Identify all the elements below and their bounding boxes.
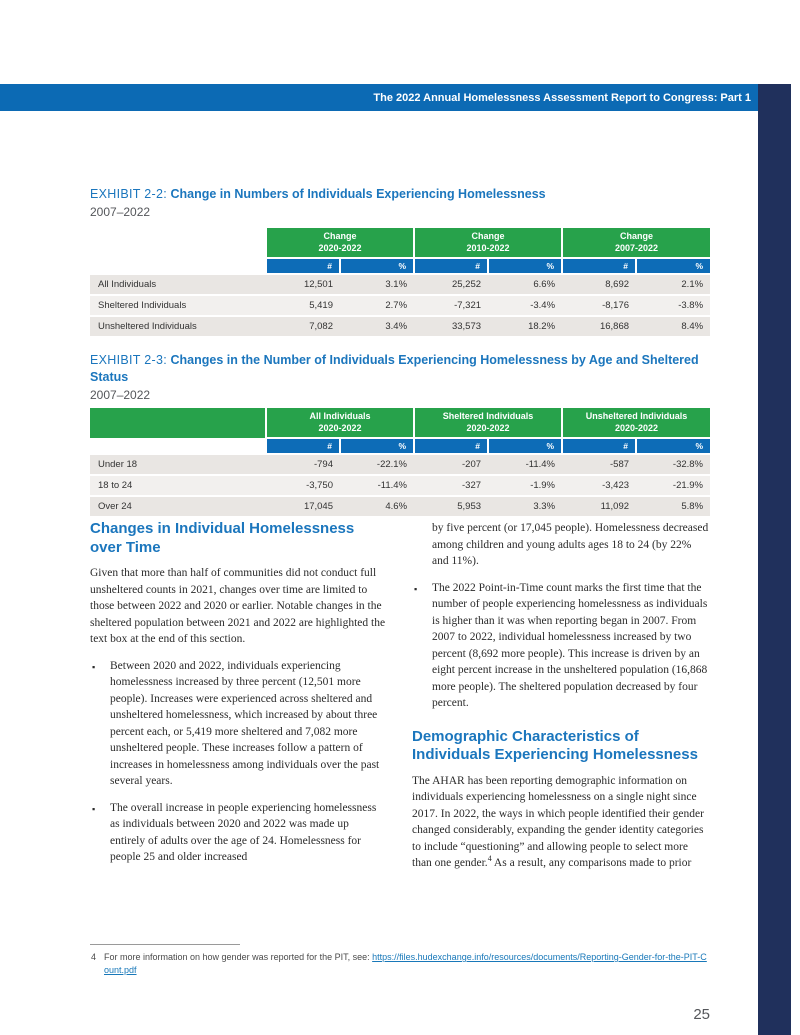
row-label: 18 to 24 — [90, 475, 266, 496]
value-cell: 2.1% — [636, 274, 710, 295]
col-group-header — [414, 408, 562, 438]
intro-paragraph: Given that more than half of communities did not conduct full unsheltered counts in 2021, changes over time are limited to those between 2022 and 2020 or earlier. Notable changes in the sheltered population between 2021 and 2022 are highlighted the text box at the end of this section. — [90, 567, 386, 645]
table-row — [90, 496, 710, 516]
value-cell: 3.1% — [340, 274, 414, 295]
exhibit-2-2-table — [90, 228, 710, 336]
table-row — [90, 475, 710, 496]
subheader-cell: # — [414, 258, 488, 274]
stub-subheader-cell — [90, 258, 266, 274]
value-cell: -587 — [562, 454, 636, 475]
footnote-divider — [90, 944, 240, 945]
value-cell: -3,423 — [562, 475, 636, 496]
group-title: Change — [323, 231, 357, 241]
value-cell: -794 — [266, 454, 340, 475]
col-group-header — [414, 228, 562, 258]
group-title: Change — [620, 231, 654, 241]
value-cell: 3.4% — [340, 316, 414, 336]
exhibit-2-3-label: EXHIBIT 2-3: — [90, 353, 168, 367]
col-group-header — [562, 228, 710, 258]
value-cell: 5.8% — [636, 496, 710, 516]
subheader-cell: % — [636, 438, 710, 454]
table-subheader-row — [90, 438, 710, 454]
value-cell: 16,868 — [562, 316, 636, 336]
subheader-cell: % — [488, 258, 562, 274]
value-cell: -1.9% — [488, 475, 562, 496]
table-subheader-row — [90, 258, 710, 274]
value-cell: -207 — [414, 454, 488, 475]
subheader-cell: % — [636, 258, 710, 274]
table-group-header-row — [90, 408, 710, 438]
report-header-title: The 2022 Annual Homelessness Assessment Report to Congress: Part 1 — [373, 91, 751, 104]
subheader-cell: # — [562, 438, 636, 454]
list-item — [90, 658, 386, 790]
footnote-body — [90, 951, 710, 977]
value-cell: 25,252 — [414, 274, 488, 295]
subheader-cell: % — [488, 438, 562, 454]
list-item — [90, 800, 386, 866]
page-number: 25 — [693, 1006, 710, 1023]
subheader-cell: % — [340, 258, 414, 274]
group-title: Change — [471, 231, 505, 241]
group-years: 2007-2022 — [615, 242, 659, 253]
group-years: 2010-2022 — [466, 242, 510, 253]
col-group-header — [562, 408, 710, 438]
value-cell: 18.2% — [488, 316, 562, 336]
value-cell: 12,501 — [266, 274, 340, 295]
value-cell: 7,082 — [266, 316, 340, 336]
bullet-text: Between 2020 and 2022, individuals experiencing homelessness increased by three percent (12,501 more people). Increases were experienced across sheltered and unsheltered homelessness, which increased by about three percent each, or 5,419 more sheltered and 7,082 more unsheltered people. These increases follow a pattern of increases in homelessness among individuals over the past several years. — [110, 659, 380, 787]
right-column — [412, 520, 710, 882]
group-title: Unsheltered Individuals — [585, 411, 688, 421]
value-cell: -11.4% — [488, 454, 562, 475]
value-cell: 17,045 — [266, 496, 340, 516]
table-group-header-row — [90, 228, 710, 258]
page-side-stripe — [758, 84, 791, 1035]
demographics-paragraph — [412, 773, 710, 872]
square-bullet-icon: ▪ — [92, 803, 96, 814]
value-cell: -3.4% — [488, 295, 562, 316]
square-bullet-icon: ▪ — [414, 583, 418, 594]
col-group-header — [266, 408, 414, 438]
left-column — [90, 520, 386, 876]
value-cell: 6.6% — [488, 274, 562, 295]
footnote-reference: 4 — [487, 854, 492, 864]
table-row — [90, 295, 710, 316]
section-heading-changes-over-time: Changes in Individual Homelessness over Time — [90, 520, 355, 556]
stub-header-cell — [90, 408, 266, 438]
exhibit-2-3-subtitle: 2007–2022 — [90, 388, 151, 402]
subheader-cell: # — [266, 258, 340, 274]
value-cell: 11,092 — [562, 496, 636, 516]
value-cell: -3,750 — [266, 475, 340, 496]
value-cell: 3.3% — [488, 496, 562, 516]
footnote-link[interactable]: https://files.hudexchange.info/resources/documents/Reporting-Gender-for-the-PIT-Count.pdf — [104, 952, 707, 975]
exhibit-2-2-heading — [90, 186, 710, 219]
row-label: Over 24 — [90, 496, 266, 516]
value-cell: 4.6% — [340, 496, 414, 516]
value-cell: -7,321 — [414, 295, 488, 316]
footnote-text: For more information on how gender was reported for the PIT, see: — [104, 952, 373, 962]
row-label: Sheltered Individuals — [90, 295, 266, 316]
group-title: Sheltered Individuals — [442, 411, 534, 421]
subheader-cell: # — [562, 258, 636, 274]
list-item — [412, 580, 710, 712]
value-cell: 5,419 — [266, 295, 340, 316]
subheader-cell: # — [414, 438, 488, 454]
row-label: Under 18 — [90, 454, 266, 475]
value-cell: 33,573 — [414, 316, 488, 336]
group-title: All Individuals — [309, 411, 371, 421]
value-cell: -8,176 — [562, 295, 636, 316]
footnote-block — [90, 944, 710, 977]
square-bullet-icon: ▪ — [92, 661, 96, 672]
value-cell: -21.9% — [636, 475, 710, 496]
bullet-text: The overall increase in people experiencing homelessness as individuals between 2020 and 2022 was made up entirely of adults over the age of 24. Homelessness for people 25 and older increased — [110, 801, 377, 863]
col-group-header — [266, 228, 414, 258]
paragraph-text: As a result, any comparisons made to prior — [491, 857, 692, 869]
table-row — [90, 316, 710, 336]
value-cell: 2.7% — [340, 295, 414, 316]
exhibit-2-3-table — [90, 408, 710, 516]
footnote-number: 4 — [91, 952, 97, 962]
bullet-text: The 2022 Point-in-Time count marks the first time that the number of people experiencing homelessness as individuals is higher than it was when reporting began in 2007. From 2007 to 2022, individual homelessness increased by two percent (8,692 more people). This increase is driven by an eight percent increase in the unsheltered population (16,868 more people). The sheltered population decreased by four percent. — [432, 581, 708, 709]
paragraph-text: The AHAR has been reporting demographic information on individuals experiencing homelessness on a single night since 2017. In 2022, the ways in which people identified their gender changed considerably, expanding the gender identity categories to include “questioning” and allowing people to select more than one gender. — [412, 774, 704, 869]
stub-header-cell — [90, 228, 266, 258]
exhibit-2-2-label: EXHIBIT 2-2: — [90, 187, 168, 201]
subheader-cell: # — [266, 438, 340, 454]
subheader-cell: % — [340, 438, 414, 454]
row-label: All Individuals — [90, 274, 266, 295]
value-cell: 5,953 — [414, 496, 488, 516]
table-row — [90, 274, 710, 295]
value-cell: -3.8% — [636, 295, 710, 316]
exhibit-2-3-title: Changes in the Number of Individuals Experiencing Homelessness by Age and Sheltered Status — [90, 353, 699, 384]
group-years: 2020-2022 — [318, 422, 362, 433]
exhibit-2-2-subtitle: 2007–2022 — [90, 205, 151, 219]
value-cell: 8.4% — [636, 316, 710, 336]
continuation-paragraph: by five percent (or 17,045 people). Homelessness decreased among children and young adults ages 18 to 24 (by 22% and 11%). — [432, 522, 709, 567]
group-years: 2020-2022 — [614, 422, 659, 433]
exhibit-2-2-title: Change in Numbers of Individuals Experiencing Homelessness — [170, 187, 546, 201]
value-cell: 8,692 — [562, 274, 636, 295]
row-label: Unsheltered Individuals — [90, 316, 266, 336]
value-cell: -32.8% — [636, 454, 710, 475]
report-header-bar — [0, 84, 760, 111]
group-years: 2020-2022 — [466, 422, 510, 433]
value-cell: -11.4% — [340, 475, 414, 496]
stub-subheader-cell — [90, 438, 266, 454]
group-years: 2020-2022 — [318, 242, 362, 253]
table-row — [90, 454, 710, 475]
right-bullet-list — [412, 580, 710, 712]
value-cell: -22.1% — [340, 454, 414, 475]
left-bullet-list — [90, 658, 386, 866]
value-cell: -327 — [414, 475, 488, 496]
exhibit-2-3-heading — [90, 352, 710, 402]
section-heading-demographics: Demographic Characteristics of Individuals Experiencing Homelessness — [412, 727, 698, 763]
